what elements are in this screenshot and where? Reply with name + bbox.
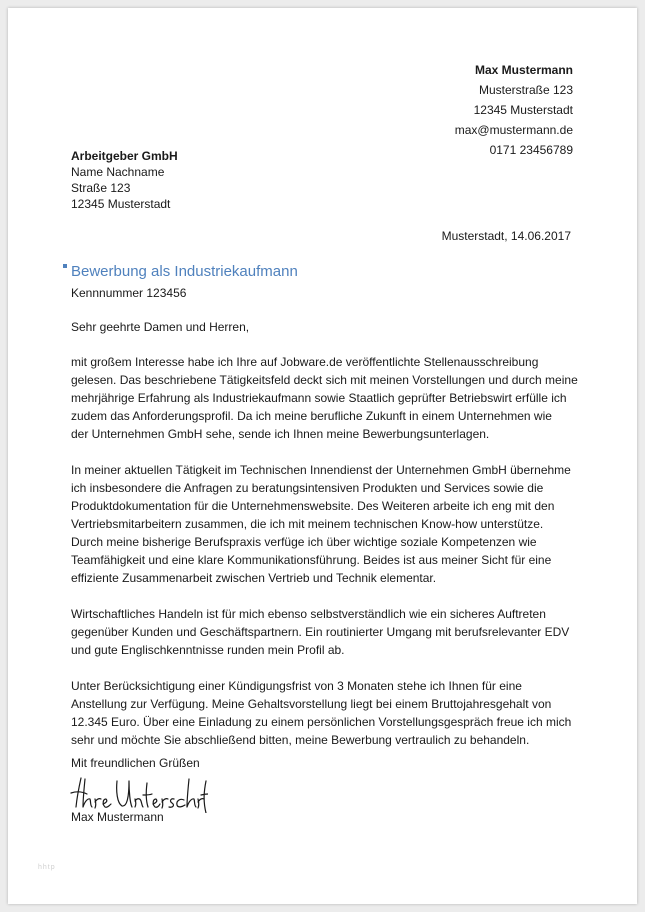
body-paragraph-4 — [71, 677, 591, 749]
sender-street: Musterstraße 123 — [478, 83, 573, 97]
sender-name: Max Mustermann — [474, 63, 573, 77]
body-line: sehr und möchte Sie abschließend bitten, meine Bewerbung vertraulich zu behandeln. — [71, 733, 530, 747]
body-line: gelesen. Das beschriebene Tätigkeitsfeld deckt sich mit meinen Vorstellungen und durch meine — [71, 373, 578, 387]
signer-name: Max Mustermann — [71, 810, 164, 824]
body-line: ich insbesondere die Anfragen zu beratungsintensiven Produkten und Services sowie die — [71, 481, 544, 495]
body-line: Vertriebsmitarbeitern zusammen, die ich mit meinem technischen Know-how unterstütze. — [71, 517, 544, 531]
body-line: Produktdokumentation für die Unternehmenswebsite. Des Weiteren arbeite ich eng mit den — [71, 499, 555, 513]
place-and-date: Musterstadt, 14.06.2017 — [441, 229, 571, 243]
body-line: der Unternehmen GmbH sehe, sende ich Ihnen meine Bewerbungsunterlagen. — [71, 427, 490, 441]
sender-address-block — [455, 60, 573, 160]
closing-phrase: Mit freundlichen Grüßen — [71, 756, 200, 770]
sender-email: max@mustermann.de — [454, 123, 573, 137]
body-line: mit großem Interesse habe ich Ihre auf Jobware.de veröffentlichte Stellenausschreibung — [71, 355, 539, 369]
salutation: Sehr geehrte Damen und Herren, — [71, 320, 250, 334]
letter-body — [71, 318, 591, 767]
recipient-company: Arbeitgeber GmbH — [71, 149, 178, 163]
recipient-contact: Name Nachname — [71, 165, 165, 179]
sender-city: 12345 Musterstadt — [473, 103, 573, 117]
body-line: gegenüber Kunden und Geschäftspartnern. Ein routinierter Umgang mit berufsrelevanter EDV — [71, 625, 570, 639]
letter-page — [8, 8, 637, 904]
subject-heading: Bewerbung als Industriekaufmann — [71, 263, 298, 280]
body-paragraph-1 — [71, 353, 591, 443]
sender-phone: 0171 23456789 — [489, 143, 573, 157]
body-line: 12.345 Euro. Über eine Einladung zu einem persönlichen Vorstellungsgespräch freue ich mich — [71, 715, 572, 729]
body-paragraph-2 — [71, 461, 591, 587]
body-line: effiziente Zusammenarbeit zwischen Vertrieb und Technik elementar. — [71, 571, 437, 585]
body-line: In meiner aktuellen Tätigkeit im Technischen Innendienst der Unternehmen GmbH übernehme — [71, 463, 571, 477]
body-paragraph-3 — [71, 605, 591, 659]
recipient-address-block — [71, 148, 178, 212]
watermark-text: hhtp — [38, 864, 56, 871]
body-line: zudem das Anforderungsprofil. Da ich meine berufliche Zukunft in einem Unternehmen wie — [71, 409, 552, 423]
body-line: Anstellung zur Verfügung. Meine Gehaltsvorstellung liegt bei einem Bruttojahresgehalt von — [71, 697, 552, 711]
body-line: Unter Berücksichtigung einer Kündigungsfrist von 3 Monaten stehe ich Ihnen für eine — [71, 679, 522, 693]
body-line: Durch meine bisherige Berufspraxis verfüge ich über wichtige soziale Kompetenzen wie — [71, 535, 537, 549]
reference-number: Kennnummer 123456 — [71, 286, 187, 300]
handwritten-signature — [68, 773, 208, 813]
paragraph-marker-icon — [63, 264, 67, 268]
body-line: Teamfähigkeit und eine klare Kommunikationsführung. Beides ist aus meiner Sicht für eine — [71, 553, 552, 567]
body-line: mehrjährige Erfahrung als Industriekaufmann sowie Staatlich geprüfter Betriebswirt erfülle ich — [71, 391, 567, 405]
recipient-city: 12345 Musterstadt — [71, 197, 171, 211]
recipient-street: Straße 123 — [71, 181, 131, 195]
body-line: Wirtschaftliches Handeln ist für mich ebenso selbstverständlich wie ein sicheres Auftreten — [71, 607, 546, 621]
body-line: und gute Englischkenntnisse runden mein Profil ab. — [71, 643, 345, 657]
